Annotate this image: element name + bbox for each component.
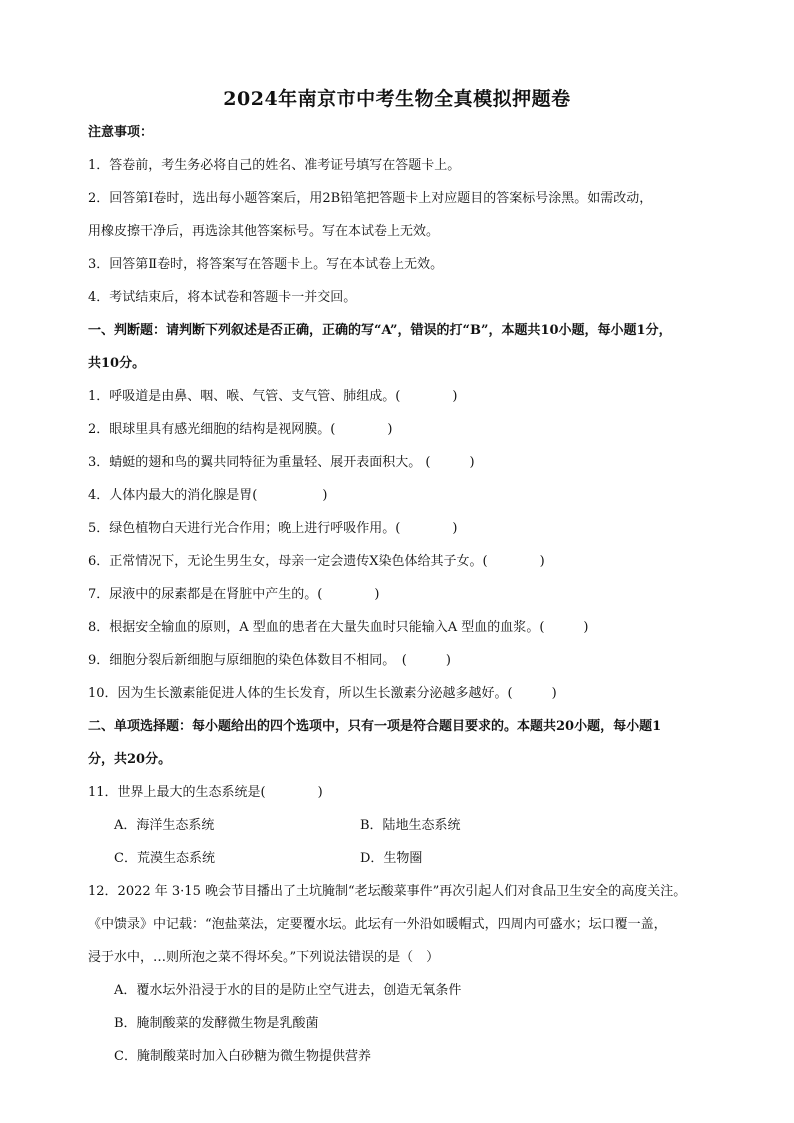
notice-heading: 注意事项： [88,125,154,140]
judgment-question: 10．因为生长激素能促进人体的生长发育，所以生长激素分泌越多越好。( ) [88,686,557,701]
option-c: C．腌制酸菜时加入白砂糖为微生物提供营养 [114,1049,371,1064]
judgment-question: 5．绿色植物白天进行光合作用；晚上进行呼吸作用。( ) [88,521,458,536]
section1-heading-continued: 共10分。 [88,356,146,371]
choice-question-stem-continued: 《中馈录》中记载：“泡盐菜法，定要覆水坛。此坛有一外沿如暖帽式，四周内可盛水；坛口覆一盖， [88,917,667,932]
option-b: B．陆地生态系统 [360,818,461,833]
notice-item: 4．考试结束后，将本试卷和答题卡一并交回。 [88,290,357,305]
notice-item: 3．回答第Ⅱ卷时，将答案写在答题卡上。写在本试卷上无效。 [88,257,444,272]
choice-question-stem: 11．世界上最大的生态系统是( ) [88,785,323,800]
option-a: A．覆水坛外沿浸于水的目的是防止空气进去，创造无氧条件 [114,983,462,998]
notice-item-continued: 用橡皮擦干净后，再选涂其他答案标号。写在本试卷上无效。 [88,224,440,239]
section2-heading-continued: 分，共20分。 [88,752,172,767]
option-row [88,817,708,850]
notice-item: 1．答卷前，考生务必将自己的姓名、准考证号填写在答题卡上。 [88,158,461,173]
judgment-question: 4．人体内最大的消化腺是胃( ) [88,488,328,503]
choice-question-stem: 12．2022 年 3·15 晚会节目播出了土坑腌制“老坛酸菜事件”再次引起人们对食品卫生安全的高度关注。 [88,884,687,899]
option-row [88,850,708,883]
judgment-question: 8．根据安全输血的原则，A 型血的患者在大量失血时只能输入A 型血的血浆。( ) [88,620,589,635]
judgment-question: 7．尿液中的尿素都是在肾脏中产生的。( ) [88,587,380,602]
option-b: B．腌制酸菜的发酵微生物是乳酸菌 [114,1016,319,1031]
section1-heading: 一、判断题：请判断下列叙述是否正确，正确的写“A”，错误的打“B”，本题共10小题，每小题1分， [88,323,672,338]
notice-item: 2．回答第Ⅰ卷时，选出每小题答案后，用2B铅笔把答题卡上对应题目的答案标号涂黑。如需改动， [88,191,653,206]
judgment-question: 2．眼球里具有感光细胞的结构是视网膜。( ) [88,422,393,437]
judgment-question: 3．蜻蜓的翅和鸟的翼共同特征为重量轻、展开表面积大。 ( ) [88,455,475,470]
judgment-question: 1．呼吸道是由鼻、咽、喉、气管、支气管、肺组成。( ) [88,389,458,404]
section2-heading: 二、单项选择题：每小题给出的四个选项中，只有一项是符合题目要求的。本题共20小题，每小题1 [88,719,662,734]
judgment-question: 6．正常情况下，无论生男生女，母亲一定会遗传X染色体给其子女。( ) [88,554,545,569]
option-c: C．荒漠生态系统 [114,851,215,866]
option-a: A．海洋生态系统 [114,818,215,833]
exam-content [88,124,708,1081]
option-d: D．生物圈 [360,851,423,866]
judgment-question: 9．细胞分裂后新细胞与原细胞的染色体数目不相同。 ( ) [88,653,451,668]
choice-question-stem-continued: 浸于水中，…则所泡之菜不得坏矣。”下列说法错误的是（ ） [88,950,440,965]
page-title: 2024年南京市中考生物全真模拟押题卷 [223,88,571,110]
